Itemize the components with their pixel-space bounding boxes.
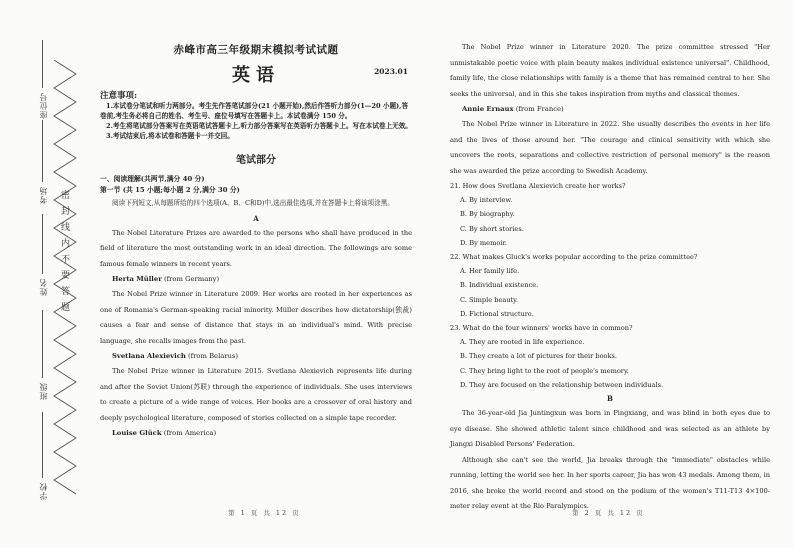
notice-title: 注意事项:	[100, 91, 138, 101]
subject-title: 英语	[232, 65, 280, 86]
seat-line	[42, 40, 43, 88]
exam-room-label: 考场	[39, 186, 48, 204]
winner-origin: (from France)	[515, 105, 564, 113]
passage-intro: The Nobel Literature Prizes are awarded to the persons who shall have produced in the field of literature the most outstanding work in an ideal direction. The followings are some famous female winners in recent years.	[100, 228, 412, 268]
winner-name: Annie Ernaux	[462, 105, 514, 113]
notice-item: 1.本试卷分笔试和听力两部分。考生先作答笔试部分(21 小题开始),然后作答听力部分(1—20 小题),答卷前,考生务必将自己的姓名、考生号、座位号填写在答题卡上。本试卷满分 150 分。	[100, 102, 409, 120]
class-label: 班级	[39, 382, 48, 400]
notice-item: 2.考生将笔试部分答案写在英语笔试答题卡上,听力部分答案写在英语听力答题卡上。写在本试卷上无效。	[106, 122, 412, 130]
winner-origin: (from Germany)	[163, 275, 220, 283]
question-option: A. Her family life.	[460, 267, 520, 276]
left-column	[100, 40, 412, 441]
question-option: B. By biography.	[460, 210, 515, 219]
passage-b-label: B	[607, 394, 613, 404]
question-option: D. By memoir.	[460, 238, 507, 247]
part-subheading: 第一节 (共 15 小题;每小题 2 分,满分 30 分)	[100, 186, 240, 194]
ernaux-text: The Nobel Prize winner in Literature in 2022. She usually describes the events in her life and the lives of those around her. "The courage and clinical sensitivity with which she uncovers the roots, separations and collective restriction of personal memory" is the reason she was awarded the prize according to Swedish Academy.	[450, 120, 770, 175]
question-option: C. They bring light to the root of people's memory.	[460, 366, 629, 375]
exam-room-line	[42, 120, 43, 182]
winner-name: Herta Müller	[112, 275, 162, 283]
winner-origin: (from America)	[163, 429, 217, 437]
notice-item: 3.考试结束后,将本试卷和答题卡一并交回。	[106, 132, 234, 140]
question-stem: 21. How does Svetlana Alexievich create her works?	[450, 182, 626, 190]
part-heading: 一、阅读理解(共两节,满分 40 分)	[100, 175, 205, 183]
winner-origin: (from Belarus)	[187, 352, 239, 360]
section-title: 笔试部分	[236, 155, 276, 166]
question-stem: 22. What makes Gluck's works popular according to the prize committee?	[450, 253, 698, 262]
question-option: D. Fictional structure.	[460, 309, 534, 318]
exam-title: 赤峰市高三年级期末模拟考试试题	[173, 44, 339, 56]
question-option: B. They create a lot of pictures for their books.	[460, 352, 617, 361]
question-stem: 23. What do the four winners' works have in common?	[450, 324, 633, 333]
subject-row	[100, 61, 412, 87]
winner-text: The Nobel Prize winner in Literature 2009. Her works are rooted in her experiences as one of Romania's German-speaking racial minority. Müller describes how dictatorship(独裁) causes a fear and sense of distance that stays in an individual's mind. With precise language, she recalls images from the past.	[100, 290, 412, 345]
winner-heading	[450, 102, 770, 117]
passage-a-label: A	[253, 213, 259, 223]
name-line	[42, 214, 43, 274]
school-label: 学校	[39, 482, 48, 500]
winner-text: The Nobel Prize winner in Literature 2015. Svetlana Alexievich represents life during and after the Soviet Union(苏联) through the experience of individuals. She uses interviews to create a picture of a wide range of voices. Her books are a crossover of oral history and deeply psychological literature, composed of stories collected on a simple tape recorder.	[100, 367, 412, 422]
class-line	[42, 310, 43, 378]
instruction: 阅读下列短文,从每题所给的四个选项(A、B、C和D)中,选出最佳选项,并在答题卡上将该项涂黑。	[112, 199, 394, 207]
school-line	[42, 412, 43, 478]
passage-b-paragraph: Although she can't see the world, Jia breaks through the "immediate" obstacles while running, letting the world see her. In her sports career, Jia has won 43 medals. Among them, in 2016, she broke the world record and stood on the podium of the women's T11-T13 4×100-meter relay event at the Rio Paralympics.	[450, 455, 770, 511]
winner-name: Svetlana Alexievich	[112, 352, 186, 360]
name-label: 姓名	[39, 278, 48, 296]
question-option: B. Individual existence.	[460, 281, 539, 290]
winner-heading	[100, 349, 412, 364]
winner-heading	[100, 426, 412, 441]
winner-heading	[100, 272, 412, 287]
question-option: A. They are rooted in life experience.	[460, 338, 585, 347]
question-option: D. They are focused on the relationship between individuals.	[460, 380, 664, 389]
gluck-text: The Nobel Prize winner in Literature 2020. The prize committee stressed "Her unmistakable poetic voice with plain beauty makes individual existence universal". Childhood, family life, the close relationships with family is a theme that has remained central to her. She seeks the universal, and in this she takes inspiration from myths and classical themes.	[450, 43, 770, 98]
seal-line-text: 密封线内不要答题	[59, 190, 69, 318]
page-number-right: 第 2 页 共 12 页	[572, 509, 645, 517]
passage-b-paragraph: The 36-year-old Jia Juntingxun was born in Pingxiang, and was blind in both eyes due to eye disease. She showed athletic talent since childhood and was selected as an athlete by Jiangxi Disabled Persons' Federation.	[450, 409, 770, 449]
question-option: C. Simple beauty.	[460, 295, 519, 304]
right-column	[450, 40, 770, 515]
page-number-left: 第 1 页 共 12 页	[228, 509, 301, 517]
question-option: C. By short stories.	[460, 224, 524, 233]
question-option: A. By interview.	[460, 196, 513, 205]
seat-label: 座位号	[39, 92, 48, 119]
winner-name: Louise Glück	[112, 429, 162, 437]
binding-strip	[0, 0, 95, 548]
exam-date: 2023.01	[374, 67, 408, 76]
